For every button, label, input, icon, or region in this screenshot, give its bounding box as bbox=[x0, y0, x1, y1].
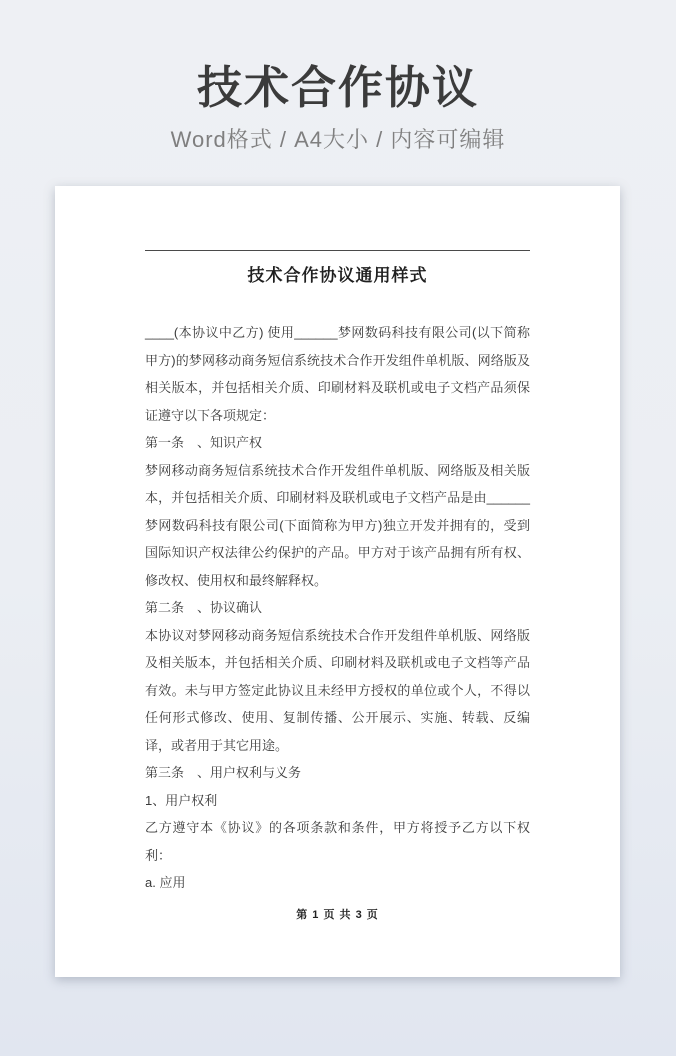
document-paragraph: 梦网移动商务短信系统技术合作开发组件单机版、网络版及相关版本，并包括相关介质、印刷材料及联机或电子文档产品是由______梦网数码科技有限公司(下面简称为甲方)独立开发并拥有的，受到国际知识产权法律公约保护的产品。甲方对于该产品拥有所有权、修改权、使用权和最终解释权。 bbox=[145, 462, 530, 588]
document-heading-article-1: 第一条 、知识产权 bbox=[145, 435, 263, 450]
document-body bbox=[145, 319, 530, 897]
document-paragraph: 1、用户权利 bbox=[145, 792, 218, 808]
template-format-info: Word格式 / A4大小 / 内容可编辑 bbox=[170, 127, 506, 152]
document-title: 技术合作协议通用样式 bbox=[247, 266, 428, 285]
document-page bbox=[55, 186, 620, 977]
document-page-content bbox=[55, 250, 620, 897]
title-divider-line bbox=[145, 250, 530, 251]
template-title: 技术合作协议 bbox=[196, 62, 479, 113]
document-paragraph: 本协议对梦网移动商务短信系统技术合作开发组件单机版、网络版及相关版本，并包括相关介质、印刷材料及联机或电子文档等产品有效。未与甲方签定此协议且未经甲方授权的单位或个人，不得以任何形式修改、使用、复制传播、公开展示、实施、转载、反编译，或者用于其它用途。 bbox=[145, 627, 530, 753]
document-paragraph: ____(本协议中乙方) 使用______梦网数码科技有限公司(以下简称甲方)的梦网移动商务短信系统技术合作开发组件单机版、网络版及相关版本，并包括相关介质、印刷材料及联机或电子文档产品须保证遵守以下各项规定： bbox=[145, 325, 530, 423]
document-heading-article-2: 第二条 、协议确认 bbox=[145, 600, 263, 615]
document-heading-article-3: 第三条 、用户权利与义务 bbox=[145, 765, 302, 780]
page-number: 第 1 页 共 3 页 bbox=[296, 909, 379, 921]
document-paragraph: 乙方遵守本《协议》的各项条款和条件，甲方将授予乙方以下权利： bbox=[145, 820, 530, 863]
document-paragraph: a. 应用 bbox=[145, 875, 186, 890]
template-banner bbox=[0, 0, 676, 153]
